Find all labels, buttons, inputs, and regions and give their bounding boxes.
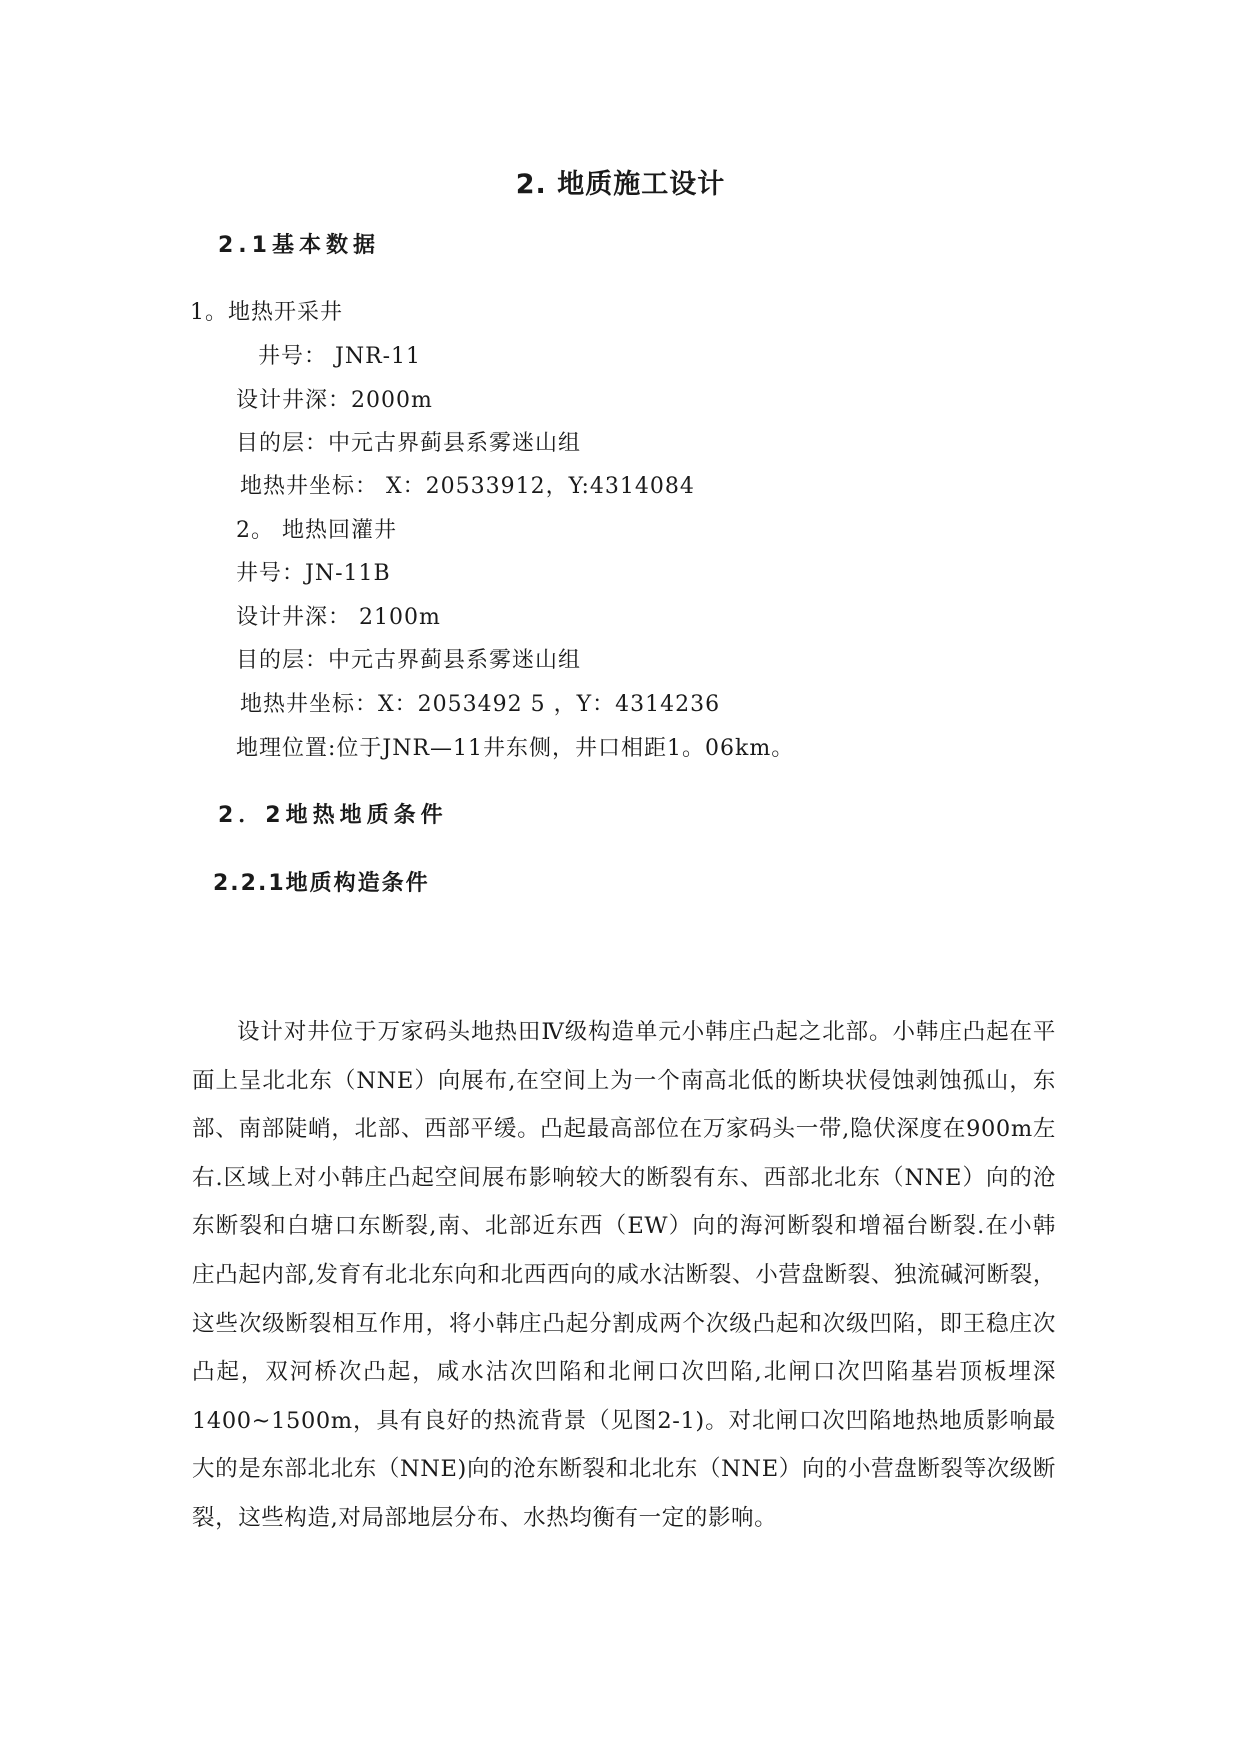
well1-coordinates: 地热井坐标： X：20533912，Y:4314084 [240, 474, 695, 499]
well1-number: 井号： JNR-11 [258, 344, 422, 369]
chapter-title: 2. 地质施工设计 [515, 169, 726, 200]
well2-location: 地理位置:位于JNR—11井东侧，井口相距1。06km。 [236, 736, 795, 761]
well2-number: 井号：JN-11B [236, 561, 391, 586]
well2-item: 2。 地热回灌井 [236, 518, 397, 543]
well1-depth: 设计井深：2000m [236, 388, 433, 413]
section-heading-2-2-1: 2.2.1地质构造条件 [213, 871, 430, 896]
well1-item: 1。地热开采井 [190, 300, 343, 325]
section-heading-2-1: 2.1基本数据 [218, 233, 380, 258]
section-heading-2-2: 2．2地热地质条件 [218, 803, 448, 828]
well2-depth: 设计井深： 2100m [236, 605, 441, 630]
well2-target-layer: 目的层：中元古界蓟县系雾迷山组 [236, 648, 582, 673]
well2-coordinates: 地热井坐标：X：2053492 5 ，Y：4314236 [240, 692, 721, 717]
geology-paragraph: 设计对井位于万家码头地热田Ⅳ级构造单元小韩庄凸起之北部。小韩庄凸起在平面上呈北北东（NNE）向展布,在空间上为一个南高北低的断块状侵蚀剥蚀孤山，东部、南部陡峭，北部、西部平缓。凸起最高部位在万家码头一带,隐伏深度在900m左右.区域上对小韩庄凸起空间展布影响较大的断裂有东、西部北北东（NNE）向的沧东断裂和白塘口东断裂,南、北部近东西（EW）向的海河断裂和增福台断裂.在小韩庄凸起内部,发育有北北东向和北西西向的咸水沽断裂、小营盘断裂、独流碱河断裂，这些次级断裂相互作用，将小韩庄凸起分割成两个次级凸起和次级凹陷，即王稳庄次凸起，双河桥次凸起，咸水沽次凹陷和北闸口次凹陷,北闸口次凹陷基岩顶板埋深1400~1500m，具有良好的热流背景（见图2-1)。对北闸口次凹陷地热地质影响最大的是东部北北东（NNE)向的沧东断裂和北北东（NNE）向的小营盘断裂等次级断裂，这些构造,对局部地层分布、水热均衡有一定的影响。 [192, 1019, 1056, 1531]
well1-target-layer: 目的层：中元古界蓟县系雾迷山组 [236, 431, 582, 456]
